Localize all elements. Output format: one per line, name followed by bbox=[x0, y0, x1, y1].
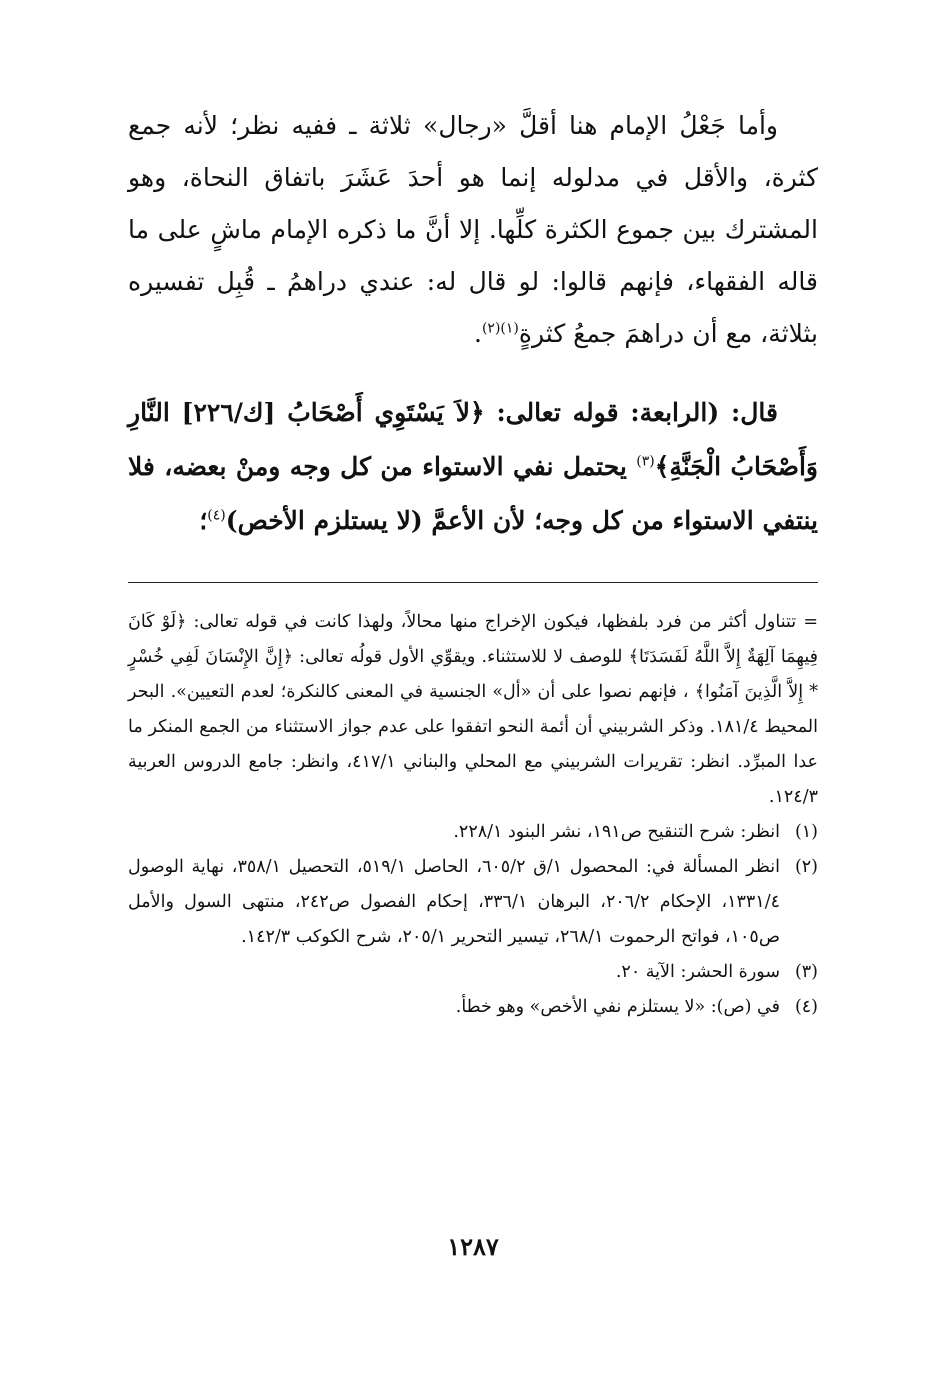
footnote-divider bbox=[128, 582, 818, 583]
paragraph-1-end: . bbox=[474, 319, 482, 348]
paragraph-2-text-b: يحتمل نفي الاستواء من كل وجه ومنْ بعضه، فلا ينتفي الاستواء من كل وجه؛ لأن الأعمَّ (لا يستلزم الأخص) bbox=[128, 452, 818, 535]
footnote-continuation: = تتناول أكثر من فرد بلفظها، فيكون الإخراج منها محالاً، ولهذا كانت في قوله تعالى: ﴿لَوْ كَانَ فِيهِمَا آلِهَةٌ إِلاَّ اللَّهُ لَفَسَدَتَا﴾ للوصف لا للاستثناء. ويقوِّي الأول قولُه تعالى: ﴿إِنَّ الإِنْسَانَ لَفِي خُسْرٍ * إِلاَّ الَّذِينَ آمَنُوا﴾ ، فإنهم نصوا على أن «أل» الجنسية في المعنى كالنكرة؛ لعدم التعيين». البحر المحيط ١٨١/٤. وذكر الشربيني أن أئمة النحو اتفقوا على عدم جواز الاستثناء من الجمع المنكر ما عدا المبرِّد. انظر: تقريرات الشربيني مع المحلي والبناني ٤١٧/١، وانظر: جامع الدروس العربية ١٢٤/٣. bbox=[128, 612, 819, 807]
footnote-number: (٤) bbox=[794, 997, 818, 1017]
footnote-ref-1-2: (١)(٢) bbox=[481, 320, 519, 337]
paragraph-2 bbox=[128, 386, 818, 548]
footnote-3 bbox=[128, 955, 818, 990]
paragraph-1 bbox=[128, 100, 818, 360]
paragraph-2-text-c: ؛ bbox=[199, 506, 208, 535]
footnote-text: انظر المسألة في: المحصول ١/ق ٦٠٥/٢، الحاصل ٥١٩/١، التحصيل ٣٥٨/١، نهاية الوصول ١٣٣١/٤، الإحكام ٢٠٦/٢، البرهان ٣٣٦/١، إحكام الفصول ص٢٤٢، منتهى السول والأمل ص١٠٥، فواتح الرحموت ٢٦٨/١، تيسير التحرير ٢٠٥/١، شرح الكوكب ١٤٢/٣. bbox=[128, 857, 781, 947]
page-number: ١٢٨٧ bbox=[447, 1232, 499, 1261]
footnotes bbox=[128, 605, 818, 1025]
footnote-4 bbox=[128, 990, 818, 1025]
paragraph-1-text: وأما جَعْلُ الإمام هنا أقلَّ «رجال» ثلاثة ـ ففيه نظر؛ لأنه جمع كثرة، والأقل في مدلوله إنما هو أحدَ عَشَرَ باتفاق النحاة، وهو المشترك بين جموع الكثرة كلِّها. إلا أنَّ ما ذكره الإمام ماشٍ على ما قاله الفقهاء، فإنهم قالوا: لو قال له: عندي دراهمُ ـ قُبِل تفسيره بثلاثة، مع أن دراهمَ جمعُ كثرةٍ bbox=[128, 111, 818, 348]
footnote-text: في (ص): «لا يستلزم نفي الأخص» وهو خطأ. bbox=[455, 997, 780, 1017]
footnote-1 bbox=[128, 815, 818, 850]
footnote-number: (٣) bbox=[794, 962, 818, 982]
footnote-2 bbox=[128, 850, 818, 955]
footnote-number: (١) bbox=[794, 822, 818, 842]
footnote-text: سورة الحشر: الآية ٢٠. bbox=[615, 962, 780, 982]
footnote-ref-4: (٤) bbox=[207, 507, 226, 524]
footnote-text: انظر: شرح التنقيح ص١٩١، نشر البنود ٢٢٨/١. bbox=[453, 822, 780, 842]
paragraph-2-text-a: قال: (الرابعة: قوله تعالى: ﴿لاَ يَسْتَوِي أَصْحَابُ [ك/٢٢٦] النَّارِ وَأَصْحَابُ الْجَنَّةِ﴾ bbox=[128, 398, 818, 481]
footnote-ref-3: (٣) bbox=[636, 453, 655, 470]
footnote-number: (٢) bbox=[794, 857, 818, 877]
book-page bbox=[128, 100, 818, 1350]
main-text bbox=[128, 100, 818, 570]
